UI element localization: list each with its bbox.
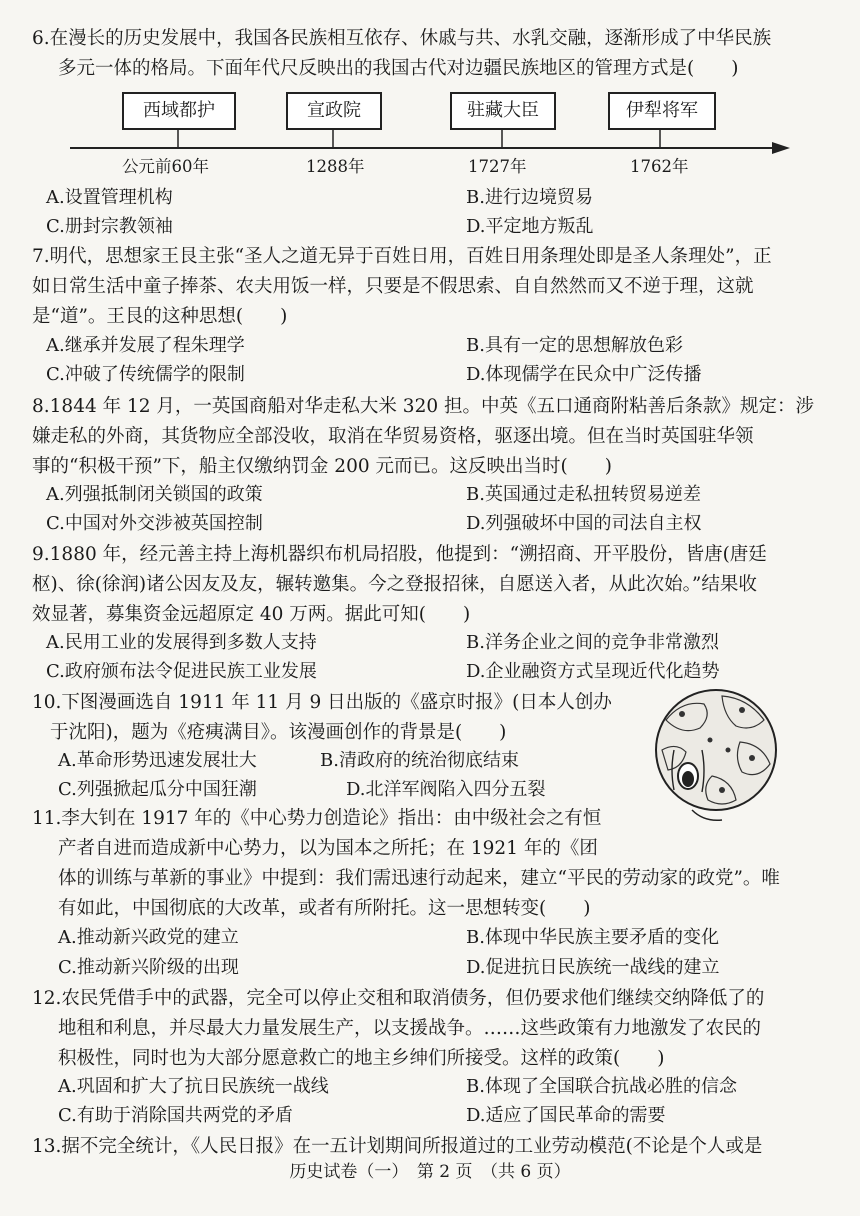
q10-line-2: 于沈阳)，题为《疮痍满目》。该漫画创作的背景是( ) [50,722,507,743]
q6-option-a[interactable]: A.设置管理机构 [46,187,173,208]
q11-line-1: 11.李大钊在 1917 年的《中心势力创造论》指出：由中级社会之有恒 [32,808,602,829]
q6-option-c[interactable]: C.册封宗教领袖 [46,216,173,237]
q11-line-3: 体的训练与革新的事业》中提到：我们需迅速行动起来，建立“平民的劳动家的政党”。唯 [58,868,780,889]
q11-line-2: 产者自进而造成新中心势力，以为国本之所托；在 1921 年的《团 [58,838,598,859]
q7-line-1: 7.明代，思想家王艮主张“圣人之道无异于百姓日用，百姓日用条理处即是圣人条理处”，正 [32,246,772,267]
timeline-chart [70,92,790,182]
timeline-year-3: 1727年 [468,157,527,176]
q9-line-2: 枢)、徐(徐润)诸公因友及友，辗转邀集。今之登报招徕，自愿送入者，从此次始。”结果收 [32,574,757,595]
q12-line-3: 积极性，同时也为大部分愿意救亡的地主乡绅们所接受。这样的政策( ) [58,1048,665,1069]
q12-option-b[interactable]: B.体现了全国联合抗战必胜的信念 [466,1076,737,1097]
q8-option-b[interactable]: B.英国通过走私扭转贸易逆差 [466,484,701,505]
q9-option-a[interactable]: A.民用工业的发展得到多数人支持 [46,632,317,653]
q7-line-2: 如日常生活中童子捧茶、农夫用饭一样，只要是不假思索、自自然然而又不逆于理，这就 [32,276,754,297]
q13-line-1: 13.据不完全统计，《人民日报》在一五计划期间所报道过的工业劳动模范(不论是个人或是 [32,1136,763,1157]
page-footer: 历史试卷（一） 第 2 页 （共 6 页） [289,1162,571,1182]
q7-line-3: 是“道”。王艮的这种思想( ) [32,306,288,327]
cartoon-illustration [652,680,780,830]
q11-option-b[interactable]: B.体现中华民族主要矛盾的变化 [466,927,719,948]
q12-line-2: 地租和利息，并尽最大力量发展生产，以支援战争。……这些政策有力地激发了农民的 [58,1018,762,1039]
q6-line-1: 6.在漫长的历史发展中，我国各民族相互依存、休戚与共、水乳交融，逐渐形成了中华民族 [32,28,772,49]
q10-option-a[interactable]: A.革命形势迅速发展壮大 [58,750,257,771]
q7-option-a[interactable]: A.继承并发展了程朱理学 [46,335,245,356]
timeline-year-1: 公元前60年 [122,157,209,176]
q7-option-b[interactable]: B.具有一定的思想解放色彩 [466,335,683,356]
q8-option-d[interactable]: D.列强破坏中国的司法自主权 [466,513,702,534]
q7-option-c[interactable]: C.冲破了传统儒学的限制 [46,364,245,385]
q9-option-d[interactable]: D.企业融资方式呈现近代化趋势 [466,661,720,682]
q6-option-d[interactable]: D.平定地方叛乱 [466,216,594,237]
q9-option-c[interactable]: C.政府颁布法令促进民族工业发展 [46,661,317,682]
q11-option-c[interactable]: C.推动新兴阶级的出现 [58,957,239,978]
q8-line-1: 8.1844 年 12 月，一英国商船对华走私大米 320 担。中英《五口通商附粘善后条款》规定：涉 [32,396,814,417]
q10-line-1: 10.下图漫画选自 1911 年 11 月 9 日出版的《盛京时报》(日本人创办 [32,692,612,713]
timeline-event-zhuzang-dachen: 驻藏大臣 [450,92,556,130]
q12-option-d[interactable]: D.适应了国民革命的需要 [466,1105,666,1126]
q10-option-c[interactable]: C.列强掀起瓜分中国狂潮 [58,779,257,800]
q10-option-d[interactable]: D.北洋军阀陷入四分五裂 [346,779,546,800]
q8-option-a[interactable]: A.列强抵制闭关锁国的政策 [46,484,263,505]
q8-line-2: 嫌走私的外商，其货物应全部没收，取消在华贸易资格，驱逐出境。但在当时英国驻华领 [32,426,754,447]
q8-line-3: 事的“积极干预”下，船主仅缴纳罚金 200 元而已。这反映出当时( ) [32,456,612,477]
q12-option-c[interactable]: C.有助于消除国共两党的矛盾 [58,1105,293,1126]
q11-option-a[interactable]: A.推动新兴政党的建立 [58,927,239,948]
q12-line-1: 12.农民凭借手中的武器，完全可以停止交租和取消债务，但仍要求他们继续交纳降低了的 [32,988,765,1009]
q11-line-4: 有如此，中国彻底的大改革，或者有所附托。这一思想转变( ) [58,898,591,919]
q6-line-2: 多元一体的格局。下面年代尺反映出的我国古代对边疆民族地区的管理方式是( ) [58,58,739,79]
q10-option-b[interactable]: B.清政府的统治彻底结束 [320,750,519,771]
timeline-event-xuanzhengyuan: 宣政院 [286,92,382,130]
q9-line-3: 效显著，募集资金远超原定 40 万两。据此可知( ) [32,604,471,625]
timeline-event-yili-jiangjun: 伊犁将军 [608,92,716,130]
q6-option-b[interactable]: B.进行边境贸易 [466,187,593,208]
q11-option-d[interactable]: D.促进抗日民族统一战线的建立 [466,957,720,978]
timeline-year-2: 1288年 [306,157,365,176]
timeline-event-xiyu-duhu: 西域都护 [122,92,236,130]
q7-option-d[interactable]: D.体现儒学在民众中广泛传播 [466,364,702,385]
q9-option-b[interactable]: B.洋务企业之间的竞争非常激烈 [466,632,719,653]
q9-line-1: 9.1880 年，经元善主持上海机器织布机局招股，他提到：“溯招商、开平股份，皆唐(唐廷 [32,544,767,565]
timeline-year-4: 1762年 [630,157,689,176]
q12-option-a[interactable]: A.巩固和扩大了抗日民族统一战线 [58,1076,329,1097]
q8-option-c[interactable]: C.中国对外交涉被英国控制 [46,513,263,534]
